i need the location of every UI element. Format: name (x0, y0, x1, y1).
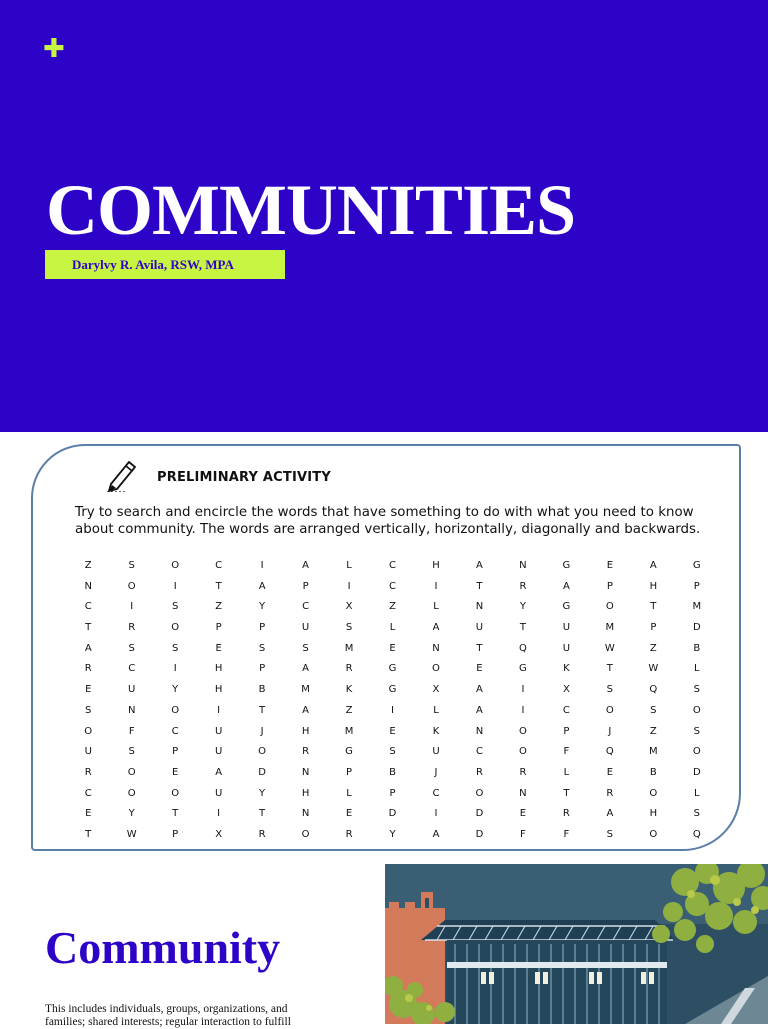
grid-letter: Q (649, 684, 659, 696)
grid-letter: A (562, 580, 571, 592)
grid-letter: B (389, 766, 397, 778)
grid-letter: O (605, 601, 615, 613)
grid-letter: R (345, 663, 354, 675)
grid-letter: Y (259, 601, 267, 613)
grid-letter: S (128, 746, 136, 758)
grid-letter: P (563, 725, 571, 737)
grid-letter: A (476, 704, 484, 716)
grid-letter: U (128, 684, 137, 696)
grid-letter: T (650, 601, 658, 613)
grid-letter: I (434, 808, 439, 820)
section-title: Community (45, 922, 281, 973)
grid-letter: O (432, 663, 441, 675)
grid-letter: U (475, 622, 485, 634)
grid-letter: C (432, 787, 441, 799)
grid-letter: S (606, 684, 615, 696)
grid-letter: I (217, 704, 222, 716)
grid-letter: N (519, 787, 528, 799)
grid-letter: B (693, 642, 702, 654)
grid-letter: D (692, 622, 702, 634)
grid-letter: T (172, 808, 180, 820)
grid-letter: S (258, 642, 267, 654)
grid-letter: D (475, 808, 485, 820)
village-illustration-art (385, 864, 768, 1024)
grid-letter: O (518, 725, 528, 737)
grid-letter: A (215, 766, 224, 778)
grid-letter: D (692, 766, 702, 778)
activity-heading: PRELIMINARY ACTIVITY (157, 470, 331, 485)
grid-letter: O (692, 746, 702, 758)
grid-letter: W (648, 663, 660, 675)
grid-letter: I (217, 808, 222, 820)
grid-letter: R (84, 663, 93, 675)
grid-letter: S (650, 704, 658, 716)
grid-letter: Q (605, 746, 615, 758)
grid-letter: P (389, 787, 397, 799)
grid-letter: G (388, 663, 398, 675)
grid-letter: L (694, 787, 701, 799)
grid-letter: H (301, 787, 311, 799)
grid-letter: L (389, 622, 397, 634)
grid-letter: S (693, 725, 701, 737)
grid-letter: U (432, 746, 441, 758)
grid-letter: C (171, 725, 180, 737)
grid-letter: L (346, 787, 353, 799)
grid-letter: K (563, 663, 571, 675)
grid-letter: G (562, 560, 572, 571)
grid-letter: I (173, 663, 178, 675)
grid-letter: R (128, 622, 137, 634)
grid-letter: Z (345, 704, 354, 716)
grid-letter: C (389, 560, 397, 571)
grid-letter: O (127, 580, 137, 592)
grid-letter: P (302, 580, 310, 592)
grid-letter: T (85, 828, 93, 840)
grid-letter: H (649, 808, 659, 820)
grid-letter: S (693, 684, 701, 696)
grid-letter: I (130, 601, 135, 613)
grid-letter: H (214, 684, 224, 696)
grid-letter: Y (172, 684, 180, 696)
grid-letter: P (693, 580, 701, 592)
grid-letter: M (649, 746, 659, 758)
grid-letter: A (84, 642, 93, 654)
presentation-title: COMMUNITIES (46, 170, 576, 250)
grid-letter: I (521, 684, 526, 696)
grid-letter: E (389, 642, 397, 654)
grid-letter: A (302, 560, 310, 571)
grid-letter: T (259, 704, 267, 716)
grid-letter: U (562, 642, 572, 654)
grid-row (67, 659, 719, 680)
grid-letter: L (433, 601, 440, 613)
grid-letter: I (347, 580, 352, 592)
grid-letter: E (606, 560, 615, 571)
grid-letter: R (475, 766, 484, 778)
grid-letter: U (301, 622, 311, 634)
grid-letter: I (173, 580, 178, 592)
grid-letter: Q (692, 828, 702, 840)
grid-letter: S (171, 642, 180, 654)
grid-letter: R (345, 828, 354, 840)
grid-row (67, 618, 719, 639)
grid-letter: I (521, 704, 526, 716)
grid-letter: T (519, 622, 527, 634)
grid-row (67, 784, 719, 805)
grid-letter: O (258, 746, 268, 758)
grid-letter: R (84, 766, 93, 778)
grid-letter: S (606, 828, 615, 840)
grid-letter: O (518, 746, 528, 758)
grid-letter: U (214, 787, 224, 799)
grid-letter: P (606, 580, 614, 592)
grid-letter: E (519, 808, 528, 820)
grid-letter: P (650, 622, 658, 634)
grid-letter: N (475, 725, 485, 737)
grid-letter: D (258, 766, 267, 778)
grid-letter: A (432, 622, 441, 634)
grid-letter: B (258, 684, 267, 696)
grid-letter: Z (649, 642, 658, 654)
grid-letter: S (128, 560, 136, 571)
grid-letter: T (259, 808, 267, 820)
grid-letter: U (562, 622, 572, 634)
grid-letter: Y (128, 808, 136, 820)
grid-letter: S (389, 746, 397, 758)
grid-letter: C (389, 580, 397, 592)
grid-letter: I (260, 560, 265, 571)
grid-row (67, 639, 719, 660)
plus-icon: ✚ (43, 34, 65, 64)
grid-letter: C (302, 601, 311, 613)
grid-letter: S (128, 642, 136, 654)
grid-letter: M (692, 601, 703, 613)
grid-letter: H (214, 663, 224, 675)
grid-letter: Z (215, 601, 224, 613)
grid-letter: R (562, 808, 571, 820)
grid-letter: N (301, 766, 311, 778)
grid-letter: O (301, 828, 311, 840)
grid-letter: F (128, 725, 136, 737)
grid-letter: E (345, 808, 354, 820)
grid-letter: A (476, 684, 484, 696)
grid-letter: O (475, 787, 485, 799)
grid-letter: R (519, 580, 528, 592)
grid-letter: T (215, 580, 223, 592)
grid-letter: N (127, 704, 137, 716)
grid-letter: O (605, 704, 615, 716)
grid-letter: O (649, 787, 659, 799)
grid-letter: N (301, 808, 311, 820)
grid-letter: P (172, 828, 180, 840)
grid-letter: C (475, 746, 484, 758)
title-slide (0, 0, 768, 432)
author-badge: Darylvy R. Avila, RSW, MPA (45, 250, 285, 279)
grid-letter: B (649, 766, 658, 778)
grid-letter: E (172, 766, 180, 778)
grid-letter: T (476, 642, 484, 654)
preliminary-activity-card (31, 444, 741, 851)
grid-letter: K (345, 684, 354, 696)
grid-letter: O (171, 787, 181, 799)
grid-row (67, 825, 719, 846)
grid-letter: G (519, 663, 528, 675)
grid-letter: Q (518, 642, 528, 654)
grid-letter: E (85, 808, 93, 820)
grid-letter: G (388, 684, 398, 696)
grid-letter: R (258, 828, 267, 840)
grid-letter: T (85, 622, 93, 634)
grid-letter: X (562, 684, 571, 696)
grid-letter: P (215, 622, 223, 634)
grid-letter: S (171, 601, 180, 613)
village-illustration (385, 864, 768, 1024)
grid-letter: P (259, 663, 267, 675)
grid-letter: H (301, 725, 311, 737)
grid-letter: S (693, 808, 701, 820)
grid-letter: A (606, 808, 615, 820)
pencil-icon (105, 456, 139, 492)
grid-row (67, 577, 719, 598)
section-body: This includes individuals, groups, organizations, and families; shared interests; regular interaction to fulfill (45, 1003, 291, 1028)
grid-letter: X (345, 601, 354, 613)
grid-letter: C (215, 560, 224, 571)
grid-letter: W (604, 642, 616, 654)
grid-letter: O (171, 704, 181, 716)
grid-letter: P (259, 622, 267, 634)
grid-letter: L (563, 766, 571, 778)
grid-letter: L (694, 663, 701, 675)
grid-letter: A (476, 560, 484, 571)
grid-letter: O (649, 828, 659, 840)
grid-letter: M (301, 684, 311, 696)
grid-letter: D (475, 828, 485, 840)
grid-letter: C (128, 663, 137, 675)
grid-letter: X (432, 684, 441, 696)
grid-letter: E (389, 725, 397, 737)
grid-letter: S (85, 704, 93, 716)
grid-letter: N (432, 642, 441, 654)
grid-letter: R (606, 787, 615, 799)
grid-letter: Y (519, 601, 527, 613)
grid-letter: L (433, 704, 440, 716)
grid-letter: M (605, 622, 616, 634)
grid-letter: F (563, 828, 571, 840)
grid-letter: U (214, 746, 224, 758)
grid-letter: P (346, 766, 354, 778)
activity-instructions: Try to search and encircle the words that have something to do with what you need to know about community. The words are arranged vertically, horizontally, diagonally and backwards. (75, 505, 701, 537)
grid-letter: J (260, 725, 265, 737)
grid-row (67, 722, 719, 743)
grid-letter: D (388, 808, 398, 820)
grid-letter: O (84, 725, 94, 737)
grid-letter: H (649, 580, 659, 592)
grid-letter: E (606, 766, 615, 778)
grid-letter: C (84, 601, 93, 613)
grid-letter: U (84, 746, 93, 758)
grid-row (67, 597, 719, 618)
grid-letter: H (432, 560, 441, 571)
grid-letter: M (344, 725, 355, 737)
grid-row (67, 701, 719, 722)
grid-letter: O (692, 704, 702, 716)
grid-letter: M (344, 642, 355, 654)
grid-letter: Z (389, 601, 397, 613)
grid-letter: Y (259, 787, 267, 799)
grid-letter: O (127, 787, 137, 799)
grid-letter: R (302, 746, 311, 758)
grid-letter: C (84, 787, 93, 799)
grid-letter: O (171, 560, 181, 571)
grid-letter: S (345, 622, 354, 634)
grid-letter: A (649, 560, 658, 571)
grid-letter: P (172, 746, 180, 758)
grid-letter: N (475, 601, 485, 613)
grid-row (67, 680, 719, 701)
grid-letter: T (476, 580, 484, 592)
grid-letter: K (432, 725, 441, 737)
grid-letter: T (563, 787, 571, 799)
grid-letter: N (84, 580, 93, 592)
grid-letter: U (214, 725, 224, 737)
grid-letter: C (562, 704, 571, 716)
word-search-grid (67, 556, 719, 846)
grid-letter: Y (389, 828, 397, 840)
grid-letter: S (302, 642, 310, 654)
grid-letter: J (434, 766, 439, 778)
grid-letter: I (391, 704, 395, 716)
grid-letter: E (85, 684, 93, 696)
grid-letter: W (126, 828, 138, 840)
grid-row (67, 763, 719, 784)
grid-letter: F (520, 828, 527, 840)
grid-row (67, 556, 719, 577)
grid-letter: E (215, 642, 223, 654)
grid-letter: L (346, 560, 353, 571)
grid-letter: R (519, 766, 528, 778)
grid-letter: G (562, 601, 572, 613)
grid-letter: G (692, 560, 702, 571)
grid-row (67, 742, 719, 763)
grid-letter: O (127, 766, 137, 778)
grid-letter: J (608, 725, 613, 737)
grid-letter: E (476, 663, 484, 675)
grid-letter: T (606, 663, 614, 675)
grid-letter: N (519, 560, 528, 571)
grid-letter: A (258, 580, 267, 592)
grid-letter: F (563, 746, 571, 758)
grid-letter: X (215, 828, 224, 840)
grid-letter: Z (84, 560, 93, 571)
grid-letter: G (345, 746, 354, 758)
grid-letter: O (171, 622, 181, 634)
grid-letter: A (432, 828, 441, 840)
grid-letter: A (302, 663, 310, 675)
grid-row (67, 804, 719, 825)
grid-letter: A (302, 704, 310, 716)
grid-letter: I (434, 580, 439, 592)
grid-letter: Z (649, 725, 658, 737)
